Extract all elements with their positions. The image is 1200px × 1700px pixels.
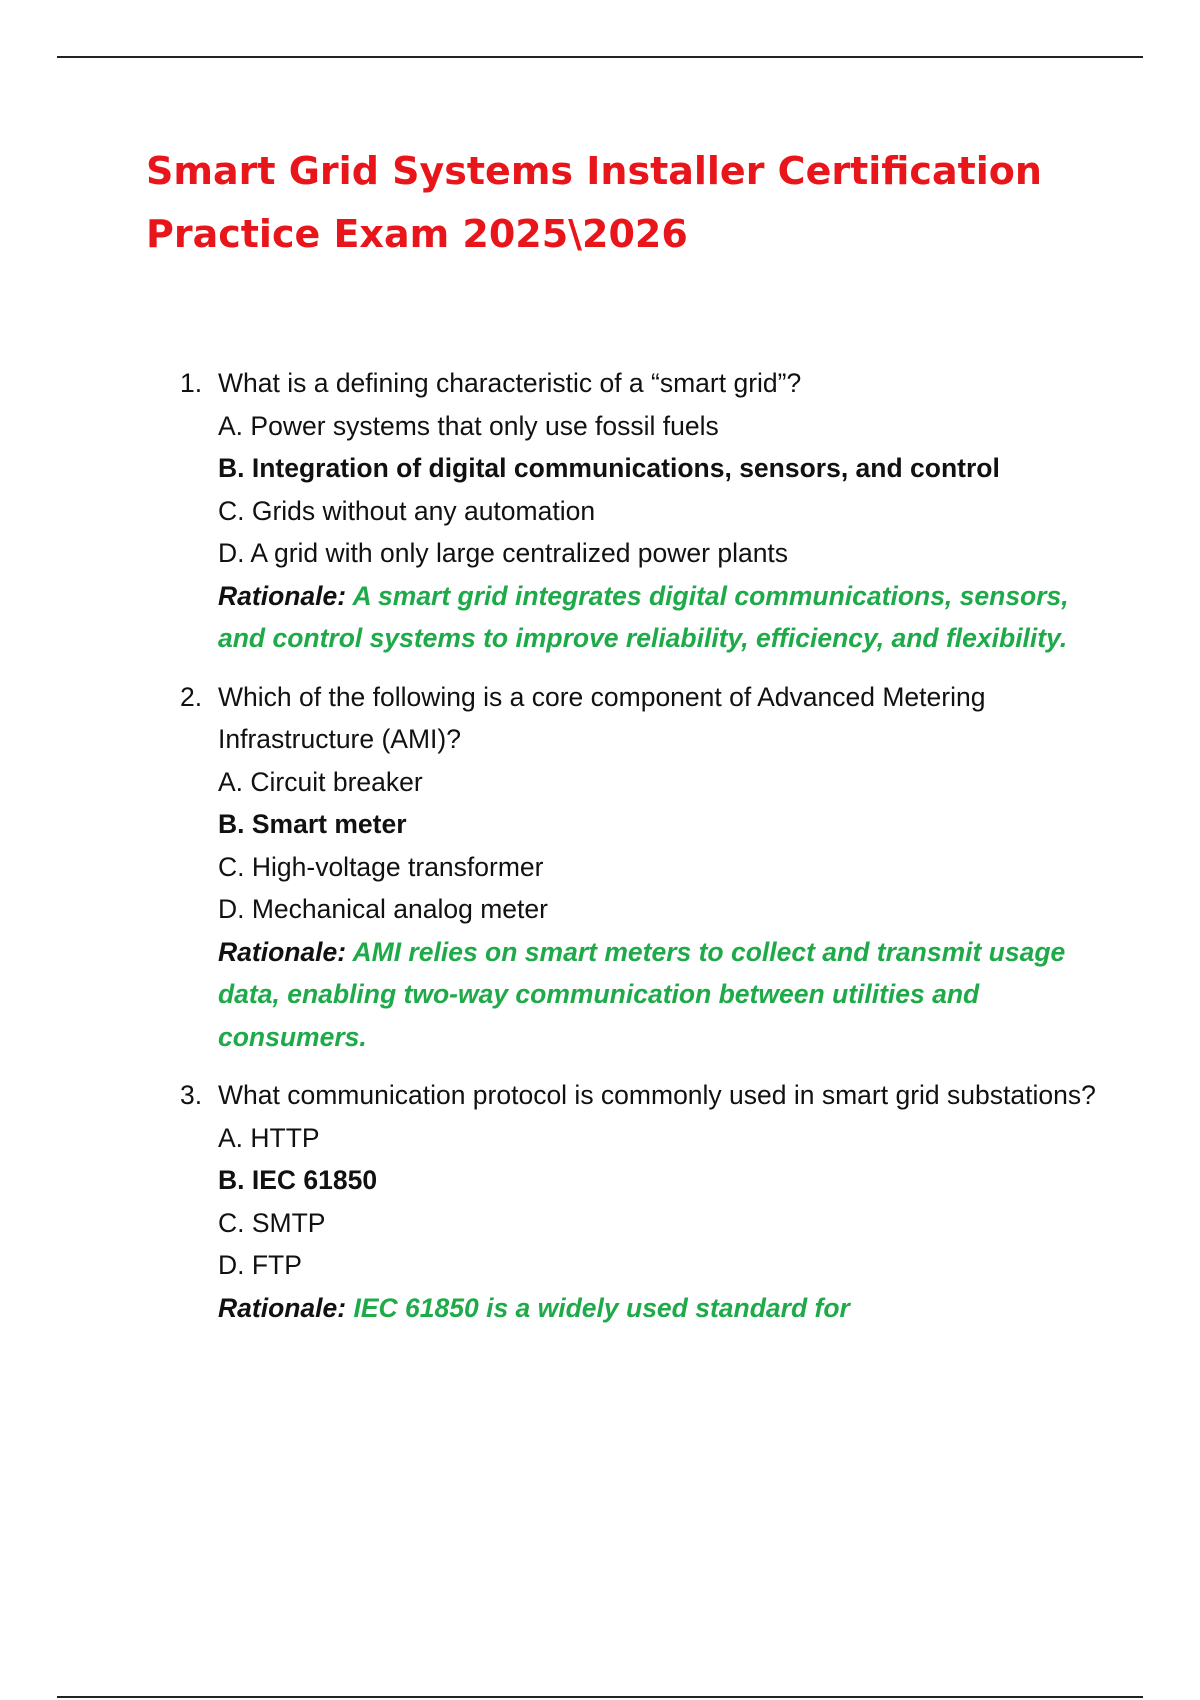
rationale-text: IEC 61850 is a widely used standard for	[353, 1292, 850, 1323]
rationale-label: Rationale:	[218, 936, 347, 967]
rationale	[218, 1287, 1110, 1330]
rationale	[218, 931, 1110, 1059]
rationale-text: AMI relies on smart meters to collect and transmit usage data, enabling two-way communication between utilities and consumers.	[218, 936, 1066, 1052]
option-c: C. SMTP	[218, 1207, 326, 1238]
rationale	[218, 575, 1110, 660]
option-a: A. HTTP	[218, 1122, 320, 1153]
title-line-1: Smart Grid Systems Installer Certification	[146, 149, 1042, 193]
option-d: D. A grid with only large centralized power plants	[218, 538, 789, 568]
question-text: What communication protocol is commonly used in smart grid substations?	[218, 1080, 1096, 1110]
option-d: D. Mechanical analog meter	[218, 894, 548, 924]
question-1	[180, 362, 1110, 660]
top-divider	[57, 56, 1143, 58]
question-text: What is a defining characteristic of a “smart grid”?	[218, 368, 802, 398]
option-b-correct: B. IEC 61850	[218, 1165, 378, 1195]
rationale-text: A smart grid integrates digital communications, sensors, and control systems to improve reliability, efficiency, and flexibility.	[218, 580, 1069, 653]
question-number: 3.	[180, 1080, 203, 1110]
question-number: 2.	[180, 681, 203, 712]
option-a: A. Circuit breaker	[218, 766, 423, 797]
question-2	[180, 676, 1110, 1059]
option-b-correct: B. Smart meter	[218, 809, 407, 839]
title-line-2: Practice Exam 2025\2026	[146, 212, 688, 256]
option-a: A. Power systems that only use fossil fuels	[218, 410, 719, 441]
page-title	[146, 140, 1106, 266]
question-list	[180, 362, 1110, 1329]
question-number: 1.	[180, 368, 203, 398]
rationale-label: Rationale:	[218, 1292, 347, 1323]
option-d: D. FTP	[218, 1250, 302, 1280]
option-c: C. High-voltage transformer	[218, 851, 544, 882]
option-b-correct: B. Integration of digital communications, sensors, and control	[218, 453, 1000, 483]
question-text: Which of the following is a core component of Advanced Metering Infrastructure (AMI)?	[218, 681, 986, 754]
question-3	[180, 1074, 1110, 1329]
option-c: C. Grids without any automation	[218, 495, 596, 526]
rationale-label: Rationale:	[218, 580, 347, 611]
bottom-divider	[57, 1696, 1143, 1698]
